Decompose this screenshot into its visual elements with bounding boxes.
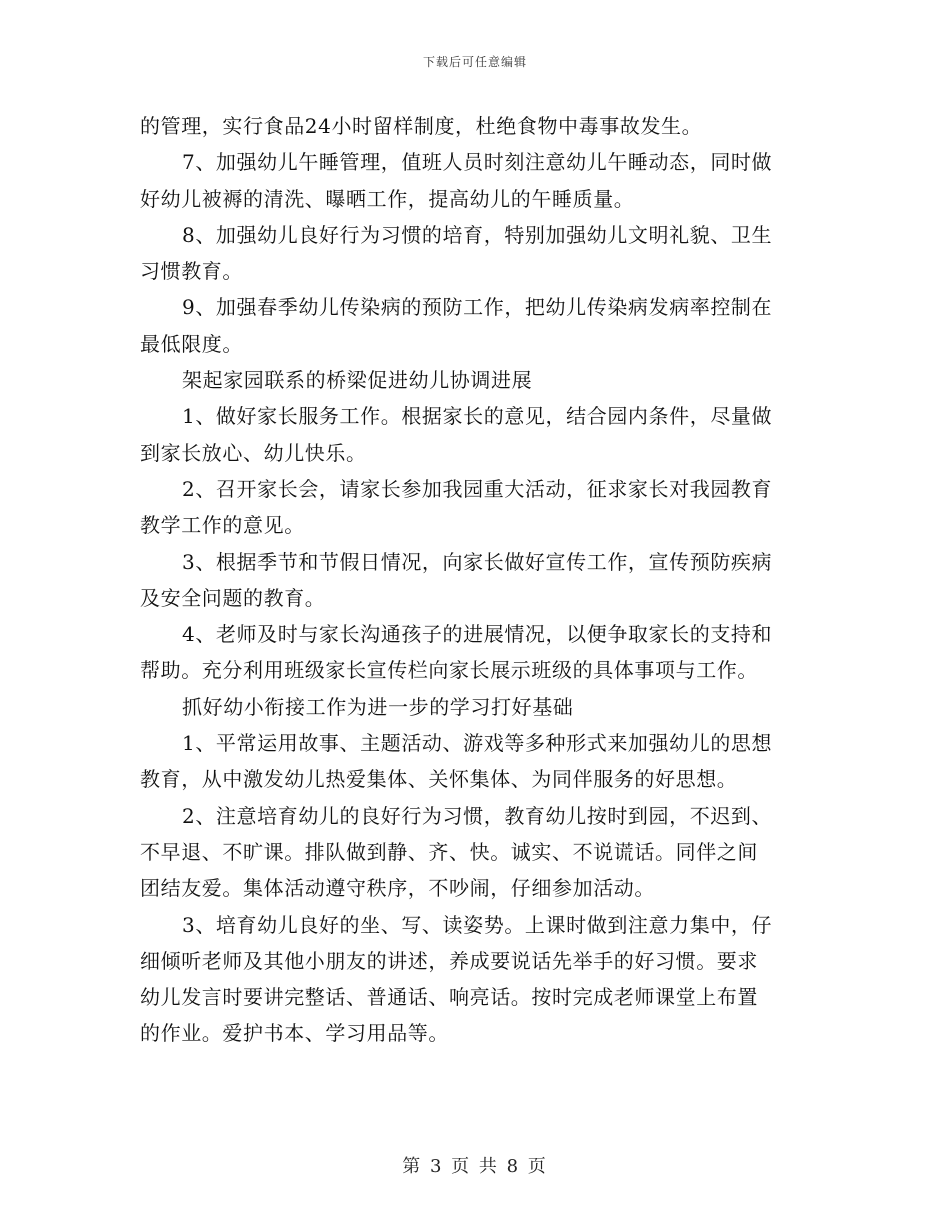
text-line: 架起家园联系的桥梁促进幼儿协调进展 — [182, 368, 533, 393]
text-line: 3、培育幼儿良好的坐、写、读姿势。上课时做到注意力集中，仔 — [182, 912, 773, 937]
text-line: 不早退、不旷课。排队做到静、齐、快。诚实、不说谎话。同伴之间 — [140, 839, 758, 864]
text-line: 教育，从中激发幼儿热爱集体、关怀集体、为同伴服务的好思想。 — [140, 767, 738, 792]
text-line: 抓好幼小衔接工作为进一步的学习打好基础 — [182, 694, 574, 719]
text-line: 习惯教育。 — [140, 259, 243, 284]
text-line: 8、加强幼儿良好行为习惯的培育，特别加强幼儿文明礼貌、卫生 — [182, 222, 773, 247]
text-line: 的作业。爱护书本、学习用品等。 — [140, 1021, 449, 1046]
text-line: 及安全问题的教育。 — [140, 585, 326, 610]
text-line: 的管理，实行食品24小时留样制度，杜绝食物中毒事故发生。 — [140, 114, 703, 138]
text-line: 9、加强春季幼儿传染病的预防工作，把幼儿传染病发病率控制在 — [182, 295, 773, 320]
text-line: 3、根据季节和节假日情况，向家长做好宣传工作，宣传预防疾病 — [182, 549, 773, 574]
page-header: 下载后可任意编辑 — [422, 55, 527, 69]
text-line: 最低限度。 — [140, 331, 243, 356]
text-line: 团结友爱。集体活动遵守秩序，不吵闹，仔细参加活动。 — [140, 876, 655, 901]
text-line: 到家长放心、幼儿快乐。 — [140, 440, 367, 465]
text-line: 细倾听老师及其他小朋友的讲述，养成要说话先举手的好习惯。要求 — [140, 948, 758, 973]
text-line: 教学工作的意见。 — [140, 513, 305, 538]
text-line: 帮助。充分利用班级家长宣传栏向家长展示班级的具体事项与工作。 — [140, 658, 758, 683]
text-line: 7、加强幼儿午睡管理，值班人员时刻注意幼儿午睡动态，同时做 — [182, 150, 773, 175]
text-line: 1、做好家长服务工作。根据家长的意见，结合园内条件，尽量做 — [182, 404, 773, 429]
document-body — [140, 108, 808, 1052]
text-line: 2、召开家长会，请家长参加我园重大活动，征求家长对我园教育 — [182, 476, 773, 501]
text-line: 幼儿发言时要讲完整话、普通话、响亮话。按时完成老师课堂上布置 — [140, 985, 758, 1010]
text-line: 4、老师及时与家长沟通孩子的进展情况，以便争取家长的支持和 — [182, 622, 773, 647]
text-line: 1、平常运用故事、主题活动、游戏等多种形式来加强幼儿的思想 — [182, 731, 773, 756]
text-line: 好幼儿被褥的清洗、曝晒工作，提高幼儿的午睡质量。 — [140, 186, 635, 211]
text-line: 2、注意培育幼儿的良好行为习惯，教育幼儿按时到园，不迟到、 — [182, 803, 773, 828]
page-footer: 第 3 页 共 8 页 — [402, 1156, 548, 1177]
